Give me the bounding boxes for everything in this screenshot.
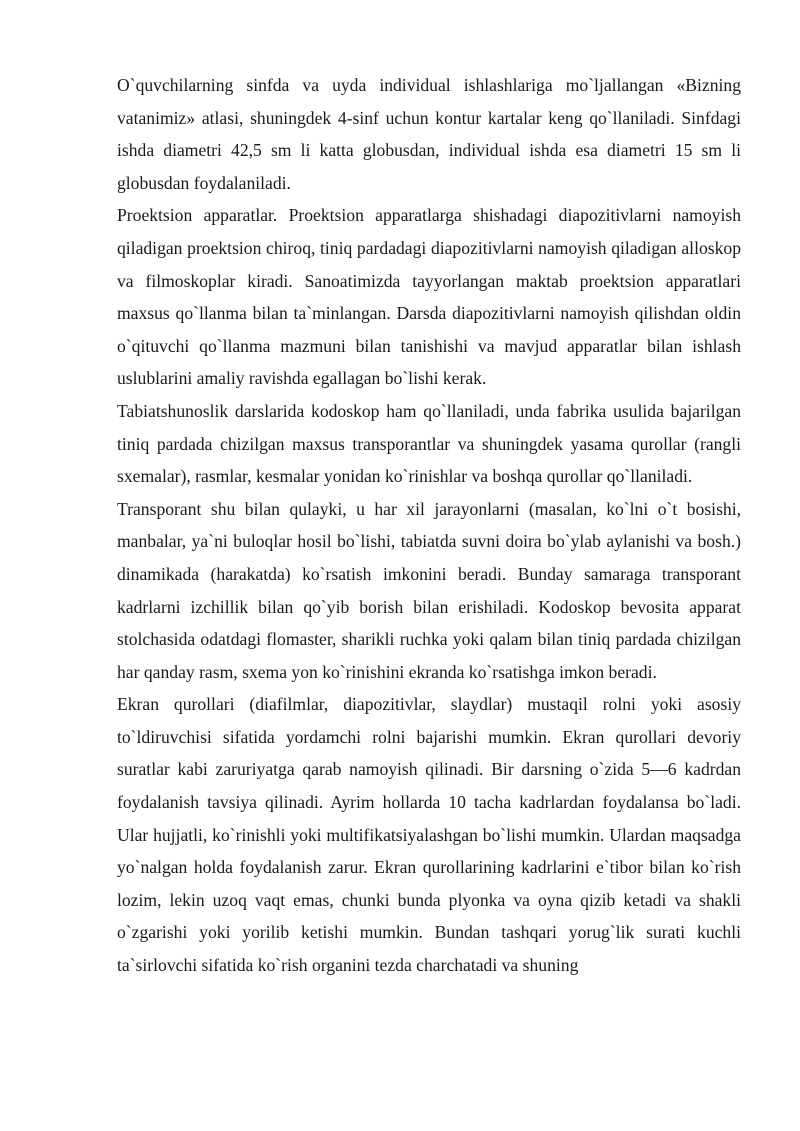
paragraph: Ekran qurollari (diafilmlar, diapozitivlar, slaydlar) mustaqil rolni yoki asosiy to`ldiruvchisi sifatida yordamchi rolni bajarishi mumkin. Ekran qurollari devoriy suratlar kabi zaruriyatga qarab namoyish qilinadi. Bir darsning o`zida 5—6 kadrdan foydalanish tavsiya qilinadi. Ayrim hollarda 10 tacha kadrlardan foydalansa bo`ladi. Ular hujjatli, ko`rinishli yoki multifikatsiyalashgan bo`lishi mumkin. Ulardan maqsadga yo`nalgan holda foydalanish zarur. Ekran qurollarining kadrlarini e`tibor bilan ko`rish lozim, lekin uzoq vaqt emas, chunki bunda plyonka va oyna qizib ketadi va shakli o`zgarishi yoki yorilib ketishi mumkin. Bundan tashqari yorug`lik surati kuchli ta`sirlovchi sifatida ko`rish organini tezda charchatadi va shuning — [117, 694, 741, 976]
paragraph: Transporant shu bilan qulayki, u har xil jarayonlarni (masalan, ko`lni o`t bosishi, manbalar, ya`ni buloqlar hosil bo`lishi, tabiatda suvni doira bo`ylab aylanishi va bosh.) dinamikada (harakatda) ko`rsatish imkonini beradi. Bunday samaraga transporant kadrlarni izchillik bilan qo`yib borish bilan erishiladi. Kodoskop bevosita apparat stolchasida odatdagi flomaster, sharikli ruchka yoki qalam bilan tiniq pardada chizilgan har qanday rasm, sxema yon ko`rinishini ekranda ko`rsatishga imkon beradi. — [117, 498, 741, 682]
paragraph: O`quvchilarning sinfda va uyda individual ishlashlariga mo`ljallangan «Bizning vatanimiz» atlasi, shuningdek 4-sinf uchun kontur kartalar keng qo`llaniladi. Sinfdagi ishda diametri 42,5 sm li katta globusdan, individual ishda esa diametri 15 sm li globusdan foydalaniladi. — [117, 75, 741, 193]
paragraph: Tabiatshunoslik darslarida kodoskop ham qo`llaniladi, unda fabrika usulida bajarilgan tiniq pardada chizilgan maxsus transporantlar va shuningdek yasama qurollar (rangli sxemalar), rasmlar, kesmalar yonidan ko`rinishlar va boshqa qurollar qo`llaniladi. — [117, 400, 741, 487]
paragraph: Proektsion apparatlar. Proektsion apparatlarga shishadagi diapozitivlarni namoyish qiladigan proektsion chiroq, tiniq pardadagi diapozitivlarni namoyish qiladigan alloskop va filmoskoplar kiradi. Sanoatimizda tayyorlangan maktab proektsion apparatlari maxsus qo`llanma bilan ta`minlangan. Darsda diapozitivlarni namoyish qilishdan oldin o`qituvchi qo`llanma mazmuni bilan tanishishi va mavjud apparatlar bilan ishlash uslublarini amaliy ravishda egallagan bo`lishi kerak. — [117, 205, 741, 389]
document-body — [117, 69, 741, 982]
